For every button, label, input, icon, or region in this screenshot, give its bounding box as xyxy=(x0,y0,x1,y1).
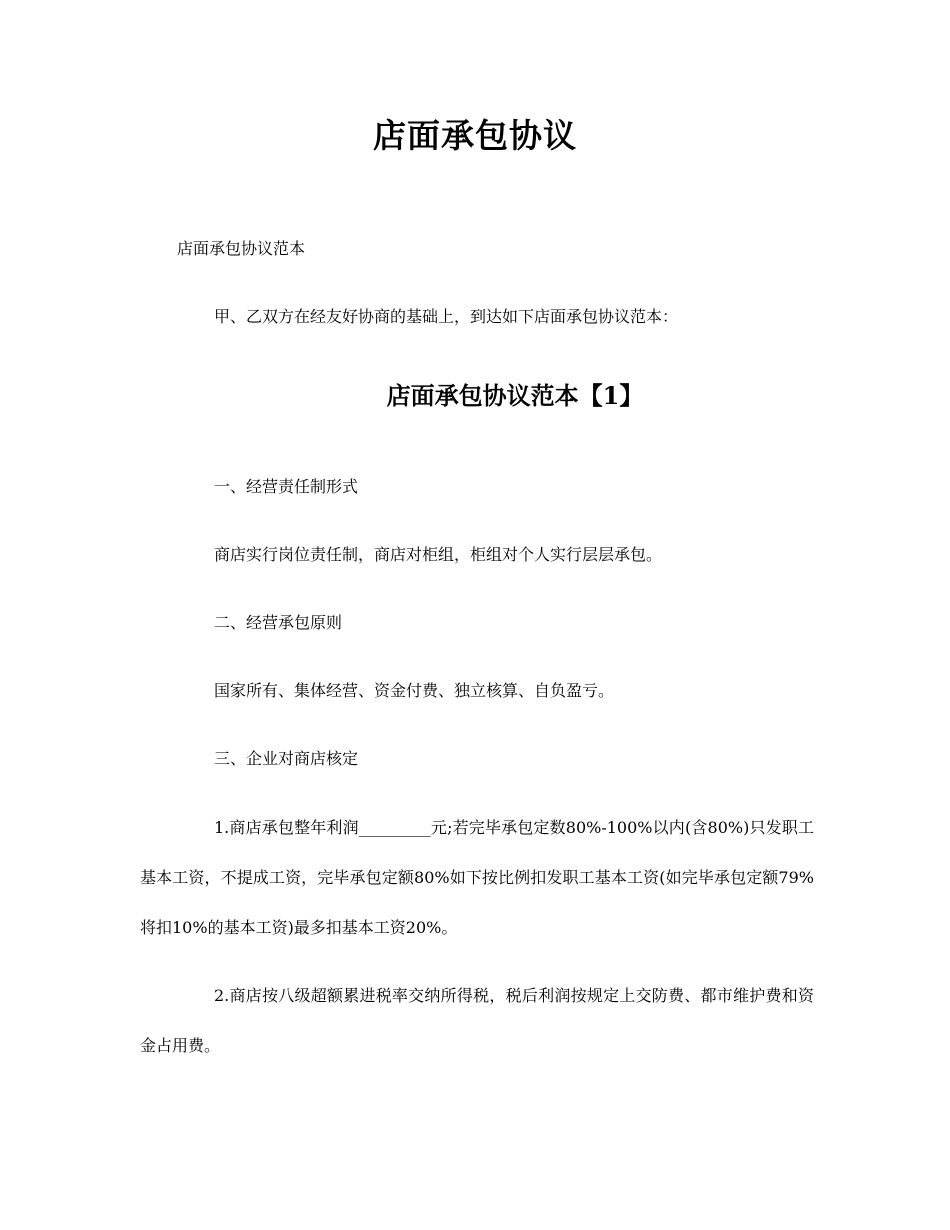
text-contract-principles: 国家所有、集体经营、资金付费、独立核算、自负盈亏。 xyxy=(214,681,615,700)
intro-text: 甲、乙双方在经友好协商的基础上，到达如下店面承包协议范本： xyxy=(214,307,679,326)
heading-enterprise-assessment: 三、企业对商店核定 xyxy=(214,749,359,768)
section-title: 店面承包协议范本【1】 xyxy=(386,381,644,410)
text-business-responsibility: 商店实行岗位责任制，商店对柜组，柜组对个人实行层层承包。 xyxy=(214,545,663,564)
clause-1-profit: 1.商店承包整年利润_________元;若完毕承包定数80%-100%以内(含80%)只发职工基本工资，不提成工资，完毕承包定额80%如下按比例扣发职工基本工资(如完毕承包定额79%将扣10%的基本工资)最多扣基本工资20%。 xyxy=(140,818,814,937)
heading-contract-principles: 二、经营承包原则 xyxy=(214,613,343,632)
intro-label: 店面承包协议范本 xyxy=(177,239,306,258)
clause-2-tax: 2.商店按八级超额累进税率交纳所得税，税后利润按规定上交防费、都市维护费和资金占用费。 xyxy=(140,986,814,1055)
document-title: 店面承包协议 xyxy=(373,116,577,155)
heading-business-responsibility: 一、经营责任制形式 xyxy=(214,477,359,496)
